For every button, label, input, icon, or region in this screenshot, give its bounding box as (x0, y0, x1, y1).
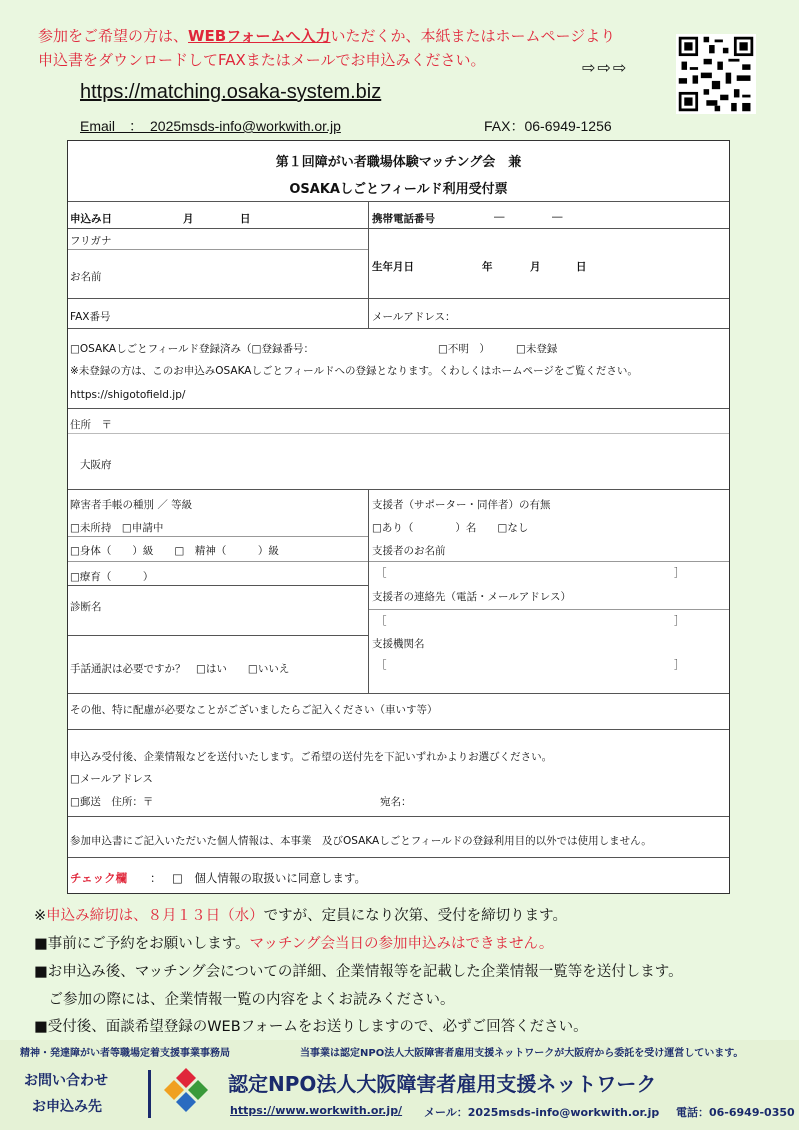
handbook-option-3[interactable]: □療育（ ） (70, 571, 154, 583)
birth-month: 月 (530, 261, 541, 273)
osaka-unknown-checkbox[interactable]: □不明 ） (438, 343, 490, 355)
supporter-contact-label: 支援者の連絡先（電話・メールアドレス） (372, 591, 571, 603)
org-name: 認定NPO法人大阪障害者雇用支援ネットワーク (228, 1072, 657, 1096)
bracket-left-3: ［ (376, 659, 387, 671)
web-form-link[interactable]: WEBフォームへ入力 (188, 27, 331, 45)
supporter-name-label: 支援者のお名前 (372, 545, 446, 557)
osaka-url[interactable]: https://shigotofield.jp/ (70, 389, 186, 401)
osaka-registered-checkbox[interactable]: □OSAKAしごとフィールド登録済み（□登録番号： (70, 343, 314, 355)
mobile-label: 携帯電話番号 (372, 213, 435, 225)
bracket-right-1: ］ (674, 567, 685, 579)
send-note: 申込み受付後、企業情報などを送付いたします。ご希望の送付先を下記いずれかよりお選びください。 (70, 751, 553, 763)
org-url-link[interactable]: https://www.workwith.or.jp/ (230, 1104, 403, 1117)
supporter-label: 支援者（サポーター・同伴者）の有無 (372, 499, 551, 511)
bracket-right-3: ］ (674, 659, 685, 671)
instruction-line-2: 申込書をダウンロードしてFAXまたはメールでお申込みください。 (38, 51, 486, 69)
privacy-consent-checkbox[interactable]: □ 個人情報の取扱いに同意します。 (172, 871, 366, 885)
qr-code[interactable] (676, 34, 756, 114)
bracket-right-2: ］ (674, 615, 685, 627)
furigana-label: フリガナ (70, 235, 112, 247)
osaka-pref: 大阪府 (80, 459, 112, 471)
note-deadline: ※申込み締切は、８月１３日（水）ですが、定員になり次第、受付を締切ります。 (34, 908, 567, 924)
address-label: 住所 〒 (70, 419, 112, 431)
commission-note: 当事業は認定NPO法人大阪障害者雇用支援ネットワークが大阪府から委託を受け運営しています。 (300, 1048, 744, 1059)
send-mail-checkbox[interactable]: □メールアドレス (70, 773, 153, 785)
project-name: 精神・発達障がい者等職場定着支援事業事務局 (20, 1048, 230, 1059)
application-form (67, 140, 730, 894)
send-post-checkbox[interactable]: □郵送 住所：〒 (70, 796, 154, 808)
apply-date-label: 申込み日 (70, 213, 112, 225)
matching-url-link[interactable]: https://matching.osaka-system.biz (80, 81, 382, 103)
apply-day: 日 (240, 213, 251, 225)
osaka-note: ※未登録の方は、このお申込みOSAKAしごとフィールドへの登録となります。くわしくはホームページをご覧ください。 (70, 365, 638, 377)
org-mail-link[interactable]: メール：2025msds-info@workwith.or.jp (424, 1106, 660, 1119)
osaka-unregistered-checkbox[interactable]: □未登録 (516, 343, 558, 355)
note-after-apply: ■お申込み後、マッチング会についての詳細、企業情報等を記載した企業情報一覧等を送付します。 (34, 964, 683, 980)
name-label: お名前 (70, 271, 102, 283)
handbook-option-1[interactable]: □未所持 □申請中 (70, 522, 164, 534)
support-org-label: 支援機関名 (372, 638, 425, 650)
birth-day: 日 (576, 261, 587, 273)
org-tel: 電話：06-6949-0350 (676, 1106, 795, 1119)
bracket-left-2: ［ (376, 615, 387, 627)
arrow-icons: ⇨⇨⇨ (582, 58, 629, 77)
addressee-label: 宛名： (380, 796, 412, 808)
instruction-line-1: 参加をご希望の方は、WEBフォームへ入力いただくか、本紙またはホームページより (38, 27, 616, 45)
fax-label: FAX番号 (70, 311, 111, 323)
contact-label-2: お申込み先 (32, 1099, 102, 1115)
privacy-note: 参加申込書にご記入いただいた個人情報は、本事業 及びOSAKAしごとフィールドの登録利用目的以外では使用しません。 (70, 835, 652, 847)
organization-logo-icon (162, 1066, 210, 1114)
mail-label: メールアドレス： (372, 311, 456, 323)
birth-year: 年 (482, 261, 493, 273)
handbook-label: 障害者手帳の種別 ／ 等級 (70, 499, 193, 511)
other-consideration-label: その他、特に配慮が必要なことがございましたらご記入ください（車いす等） (70, 704, 438, 716)
form-subtitle: OSAKAしごとフィールド利用受付票 (289, 182, 508, 197)
note-web-form: ■受付後、面談希望登録のWEBフォームをお送りしますので、必ずご回答ください。 (34, 1019, 588, 1035)
form-title: 第１回障がい者職場体験マッチング会 兼 (275, 155, 522, 170)
diagnosis-label: 診断名 (70, 601, 102, 613)
supporter-options[interactable]: □あり（ ）名 □なし (372, 522, 529, 534)
mobile-dash-1: ― (494, 211, 505, 223)
note-read-info: ご参加の際には、企業情報一覧の内容をよくお読みください。 (34, 992, 455, 1008)
check-label: チェック欄 (70, 871, 128, 885)
check-separator: ： (150, 871, 162, 885)
footer (0, 1040, 799, 1130)
handbook-option-2[interactable]: □身体（ ）級 □ 精神（ ）級 (70, 545, 279, 557)
mobile-dash-2: ― (552, 211, 563, 223)
birth-label: 生年月日 (372, 261, 414, 273)
bracket-left-1: ［ (376, 567, 387, 579)
apply-month: 月 (183, 213, 194, 225)
sign-language-question[interactable]: 手話通訳は必要ですか？ □はい □いいえ (70, 663, 290, 675)
contact-label-1: お問い合わせ (24, 1073, 108, 1089)
contact-fax: FAX：06-6949-1256 (484, 118, 612, 134)
contact-email[interactable]: Email ： 2025msds-info@workwith.or.jp (80, 118, 341, 134)
note-reservation: ■事前にご予約をお願いします。マッチング会当日の参加申込みはできません。 (34, 936, 554, 952)
